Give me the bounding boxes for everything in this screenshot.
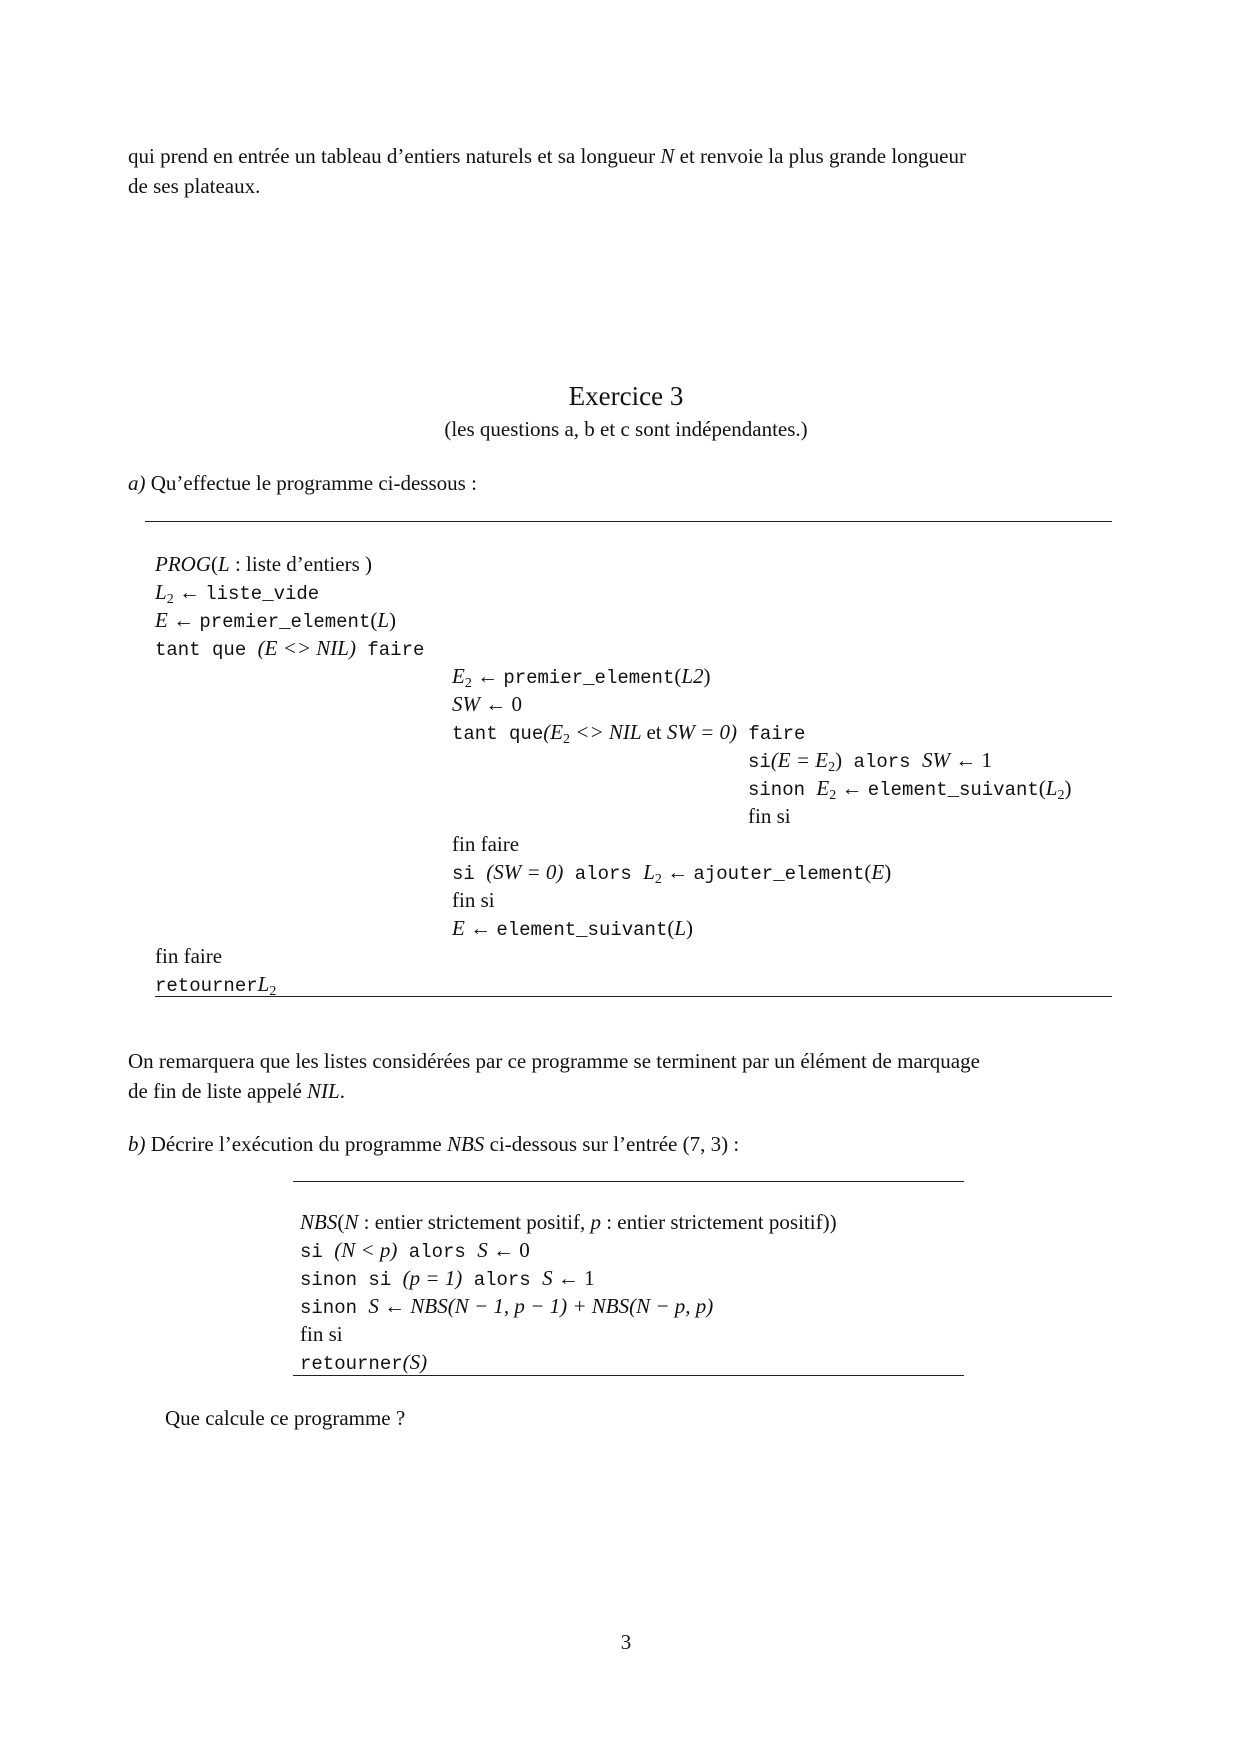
intro-line-1: qui prend en entrée un tableau d’entiers naturels et sa longueur N et renvoie la plus grande longueur bbox=[128, 144, 966, 168]
page-number: 3 bbox=[620, 1630, 632, 1654]
nbs-line-3: sinon si (p = 1) alors S ← 1 bbox=[300, 1266, 595, 1291]
question-c: Que calcule ce programme ? bbox=[165, 1406, 406, 1430]
nbs-line-1: NBS(N : entier strictement positif, p : entier strictement positif)) bbox=[300, 1210, 837, 1234]
prog-line-1: PROG(L : liste d’entiers ) bbox=[155, 552, 372, 576]
prog-line-9: sinon $E_2$ ← $element\_suivant(L_2)$ bbox=[748, 776, 1072, 803]
prog-line-3: E ← premier_element(L) bbox=[155, 608, 397, 633]
nbs-line-2: si (N < p) alors S ← 0 bbox=[300, 1238, 530, 1263]
remark-line-1: On remarquera que les listes considérées par ce programme se terminent par un élément de marquage bbox=[128, 1049, 980, 1073]
nbs-line-6: retourner(S) bbox=[300, 1350, 428, 1375]
prog-line-14: E ← element_suivant(L) bbox=[452, 916, 694, 941]
remark-line-2: de fin de liste appelé NIL. bbox=[128, 1079, 345, 1103]
prog-top-rule bbox=[145, 521, 1112, 522]
prog-line-15: fin faire bbox=[155, 944, 223, 968]
prog-line-4: tant que (E <> NIL) faire bbox=[155, 636, 425, 661]
prog-line-11: fin faire bbox=[452, 832, 520, 856]
prog-line-12: si (SW = 0) alors $L_2$ ← ajouter_element(E) bbox=[452, 860, 892, 887]
nbs-line-5: fin si bbox=[300, 1322, 343, 1346]
exercise-subtitle: (les questions a, b et c sont indépendantes.) bbox=[444, 417, 808, 441]
prog-line-13: fin si bbox=[452, 888, 495, 912]
prog-line-6: SW ← 0 bbox=[452, 692, 522, 716]
prog-line-16: retournerL$_2$ bbox=[155, 972, 277, 999]
prog-bottom-rule bbox=[155, 996, 1112, 997]
intro-line-2: de ses plateaux. bbox=[128, 174, 261, 198]
prog-line-7: tant $que(E_2$ <> NIL et SW = 0) faire bbox=[452, 720, 806, 747]
prog-line-2: $L_2$ ← liste_vide bbox=[155, 580, 320, 607]
prog-line-10: fin si bbox=[748, 804, 791, 828]
prog-line-5: $E_2$ ← premier_element(L2) bbox=[452, 664, 711, 691]
nbs-top-rule bbox=[293, 1181, 964, 1182]
nbs-bottom-rule bbox=[293, 1375, 964, 1376]
question-a: a) Qu’effectue le programme ci-dessous : bbox=[128, 471, 477, 495]
question-b: b) Décrire l’exécution du programme NBS ci-dessous sur l’entrée (7, 3) : bbox=[128, 1132, 740, 1156]
exercise-title: Exercice 3 bbox=[568, 381, 684, 411]
nbs-line-4: sinon S ← NBS(N − 1, p − 1) + NBS(N − p, p) bbox=[300, 1294, 714, 1319]
prog-line-8: $si(E = E_2)$ alors SW ← 1 bbox=[748, 748, 992, 775]
